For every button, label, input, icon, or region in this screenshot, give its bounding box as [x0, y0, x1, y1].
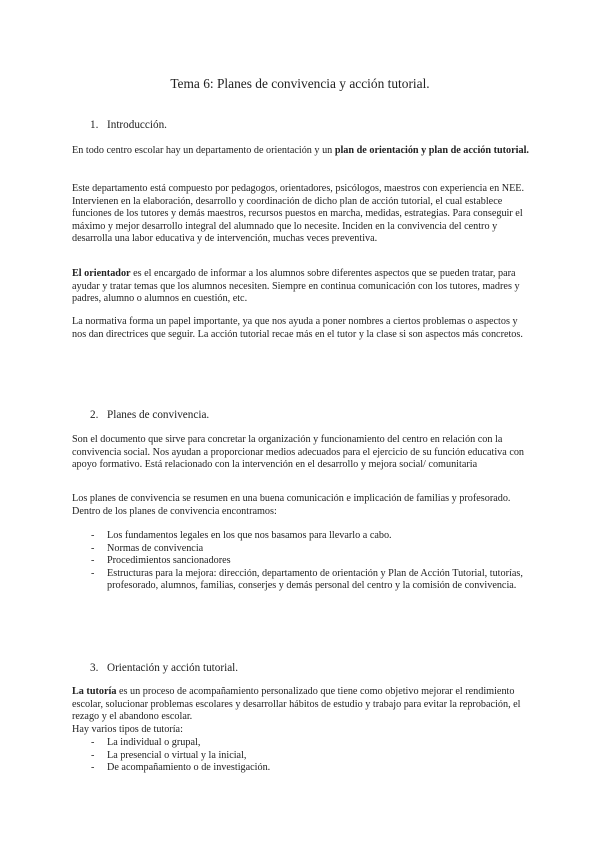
paragraph: [72, 268, 532, 306]
paragraph: Los planes de convivencia se resumen en una buena comunicación e implicación de familias y profesorado. Dentro de los planes de convivencia encontramos:: [72, 493, 511, 517]
bullet-list: [72, 737, 532, 775]
paragraph-text: es un proceso de acompañamiento personalizado que tiene como objetivo mejorar el rendimiento escolar, solucionar problemas escolares y desarrollar hábitos de estudio y trabajo para evitar la reprobación, el rezago y el abandono escolar.: [72, 686, 521, 723]
dash-bullet: -: [91, 762, 95, 774]
paragraph: Este departamento está compuesto por pedagogos, orientadores, psicólogos, maestros con experiencia en NEE. Intervienen en la elaboración, desarrollo y coordinación de dicho plan de acción tutorial, el cual establece funciones de los tutores y demás maestros, recursos puestos en marcha, medidas, estrategias. Para conseguir el máximo y mejor desarrollo integral del alumnado que lo necesite. Inciden en la convivencia del centro y desarrolla una labor educativa y de intervención, muchas veces preventiva.: [72, 183, 525, 245]
list-item-text: La individual o grupal,: [107, 737, 201, 748]
paragraph: [72, 686, 532, 724]
paragraph: Son el documento que sirve para concretar la organización y funcionamiento del centro en relación con la convivencia social. Nos ayudan a proporcionar medios adecuados para el ejercicio de su función educativa con apoyo formativo. Está relacionado con la intervención en el desarrollo y mejora social/ comunitaria: [72, 434, 525, 471]
section-heading-orientacion-accion-tutorial: [90, 661, 238, 675]
section-title: Orientación y acción tutorial.: [107, 662, 239, 674]
bold-term: La tutoría: [72, 686, 117, 697]
section-number: 1.: [90, 119, 99, 131]
bullet-list: [72, 530, 532, 593]
list-item: [72, 737, 532, 750]
dash-bullet: -: [91, 530, 95, 541]
paragraph-text: es el encargado de informar a los alumnos sobre diferentes aspectos que se pueden tratar, para ayudar y tratar temas que los alumnos necesiten. Siempre en continua comunicación con los tutores, madres y padres, alumno o alumnos en cuestión, etc.: [72, 268, 520, 305]
section-number: 3.: [90, 662, 99, 674]
dash-bullet: -: [91, 749, 95, 761]
list-item: [72, 750, 532, 763]
list-item: [72, 543, 532, 556]
dash-bullet: -: [91, 567, 95, 579]
section-heading-introduccion: [90, 118, 167, 132]
paragraph-text: En todo centro escolar hay un departamento de orientación y un: [72, 145, 335, 156]
list-item: [72, 568, 532, 593]
list-item-text: Estructuras para la mejora: dirección, departamento de orientación y Plan de Acción Tutorial, tutorías, profesorado, alumnos, familias, conserjes y demás personal del centro y la comisión de convivencia.: [107, 567, 523, 592]
section-title: Introducción.: [107, 119, 167, 131]
list-item-text: Procedimientos sancionadores: [107, 555, 231, 567]
list-item-text: De acompañamiento o de investigación.: [107, 762, 271, 774]
paragraph: [72, 145, 532, 158]
bold-term: plan de orientación y plan de acción tutorial.: [334, 145, 529, 156]
document-title: Tema 6: Planes de convivencia y acción tutorial.: [170, 76, 430, 91]
dash-bullet: -: [91, 542, 95, 554]
list-item: [72, 762, 532, 775]
list-item: [72, 530, 532, 543]
paragraph: La normativa forma un papel importante, ya que nos ayuda a poner nombres a ciertos problemas o aspectos y nos dan directrices que seguir. La acción tutorial recae más en el tutor y la clase si son aspectos más concretos.: [72, 316, 523, 340]
list-item: [72, 555, 532, 568]
bold-term: El orientador: [72, 268, 131, 279]
list-item-text: Normas de convivencia: [107, 542, 204, 554]
section-title: Planes de convivencia.: [107, 409, 210, 421]
dash-bullet: -: [91, 555, 95, 567]
section-number: 2.: [90, 409, 99, 421]
list-item-text: La presencial o virtual y la inicial,: [107, 749, 247, 761]
list-item-text: Los fundamentos legales en los que nos basamos para llevarlo a cabo.: [107, 530, 392, 541]
section-heading-planes-convivencia: [90, 408, 209, 422]
dash-bullet: -: [91, 737, 95, 748]
paragraph: Hay varios tipos de tutoría:: [72, 724, 183, 735]
